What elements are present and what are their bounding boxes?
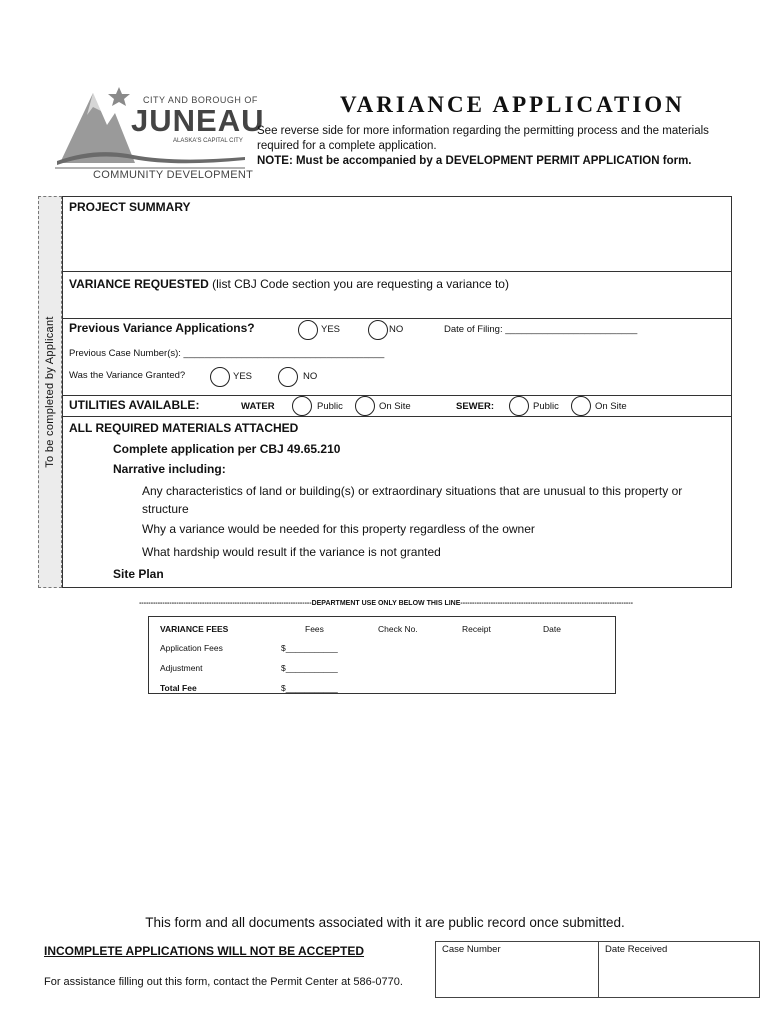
- office-use-divider: [598, 941, 599, 998]
- site-plan-item: Site Plan: [113, 567, 164, 581]
- complete-application-item: Complete application per CBJ 49.65.210: [113, 442, 341, 456]
- logo-line4: COMMUNITY DEVELOPMENT: [93, 169, 254, 181]
- water-public-radio[interactable]: [292, 396, 312, 416]
- was-granted-label: Was the Variance Granted?: [69, 370, 186, 381]
- logo-line3: ALASKA'S CAPITAL CITY: [173, 138, 243, 144]
- sewer-label: SEWER:: [456, 401, 494, 412]
- divider: [62, 271, 732, 272]
- form-title: VARIANCE APPLICATION: [340, 92, 685, 117]
- date-of-filing-field[interactable]: Date of Filing: _________________________: [444, 324, 638, 335]
- intro-text: See reverse side for more information regarding the permitting process and the materials required for a complete application.: [257, 125, 709, 152]
- incomplete-warning: INCOMPLETE APPLICATIONS WILL NOT BE ACCEPTED: [44, 944, 365, 958]
- fees-header-date: Date: [543, 624, 561, 634]
- water-onsite-label: On Site: [379, 401, 411, 412]
- water-label: WATER: [241, 401, 275, 412]
- sewer-onsite-radio[interactable]: [571, 396, 591, 416]
- sewer-public-radio[interactable]: [509, 396, 529, 416]
- fees-header-check: Check No.: [378, 624, 418, 634]
- fees-header-receipt: Receipt: [462, 624, 491, 634]
- previous-no-radio[interactable]: [368, 320, 388, 340]
- divider: [62, 416, 732, 417]
- department-use-line: --------------------------------------------------------------------------DEPARTMENT USE ONLY BELOW THIS LINE--------------------------------------------------------------------------: [139, 600, 633, 607]
- date-received-field[interactable]: Date Received: [605, 944, 668, 955]
- project-summary-field[interactable]: [70, 216, 725, 268]
- application-fees-label: Application Fees: [160, 643, 223, 653]
- previous-variance-label: Previous Variance Applications?: [69, 321, 255, 335]
- logo-line1: CITY AND BOROUGH OF: [143, 95, 258, 105]
- side-label: To be completed by Applicant: [44, 316, 56, 468]
- adjustment-field[interactable]: $___________: [281, 663, 338, 673]
- sewer-onsite-label: On Site: [595, 401, 627, 412]
- case-number-field[interactable]: Case Number: [442, 944, 501, 955]
- divider: [62, 318, 732, 319]
- materials-label: ALL REQUIRED MATERIALS ATTACHED: [69, 421, 299, 435]
- cbj-logo: [55, 85, 265, 185]
- granted-no-label: NO: [303, 371, 318, 382]
- previous-case-number-field[interactable]: Previous Case Number(s): ______________________________________: [69, 348, 385, 359]
- fees-header-title: VARIANCE FEES: [160, 624, 229, 634]
- previous-yes-radio[interactable]: [298, 320, 318, 340]
- previous-yes-label: YES: [321, 324, 341, 335]
- granted-yes-label: YES: [233, 371, 253, 382]
- granted-no-radio[interactable]: [278, 367, 298, 387]
- note-text: NOTE: Must be accompanied by a DEVELOPMENT PERMIT APPLICATION form.: [257, 155, 692, 167]
- divider: [62, 395, 732, 396]
- narrative-item-3: What hardship would result if the variance is not granted: [142, 545, 441, 559]
- assistance-text: For assistance filling out this form, contact the Permit Center at 586-0770.: [44, 976, 403, 988]
- utilities-label: UTILITIES AVAILABLE:: [69, 398, 200, 412]
- variance-requested-row: [69, 277, 509, 291]
- total-fee-label: Total Fee: [160, 683, 197, 693]
- project-summary-label: PROJECT SUMMARY: [69, 200, 191, 214]
- previous-no-label: NO: [389, 324, 404, 335]
- narrative-item-1: Any characteristics of land or building(s) or extraordinary situations that are unusual to this property or structure: [142, 484, 683, 516]
- total-fee-field[interactable]: $___________: [281, 683, 338, 693]
- adjustment-label: Adjustment: [160, 663, 203, 673]
- narrative-item-2: Why a variance would be needed for this property regardless of the owner: [142, 522, 535, 536]
- water-public-label: Public: [317, 401, 343, 412]
- variance-requested-label: VARIANCE REQUESTED: [69, 277, 209, 291]
- public-record-notice: This form and all documents associated with it are public record once submitted.: [145, 915, 625, 930]
- sewer-public-label: Public: [533, 401, 559, 412]
- variance-requested-field[interactable]: [70, 293, 725, 315]
- water-onsite-radio[interactable]: [355, 396, 375, 416]
- variance-requested-note: (list CBJ Code section you are requesting a variance to): [212, 277, 509, 291]
- narrative-item: Narrative including:: [113, 462, 226, 476]
- granted-yes-radio[interactable]: [210, 367, 230, 387]
- application-fees-field[interactable]: $___________: [281, 643, 338, 653]
- logo-line2: JUNEAU: [131, 103, 265, 138]
- fees-header-fees: Fees: [305, 624, 324, 634]
- star-icon: [108, 87, 130, 106]
